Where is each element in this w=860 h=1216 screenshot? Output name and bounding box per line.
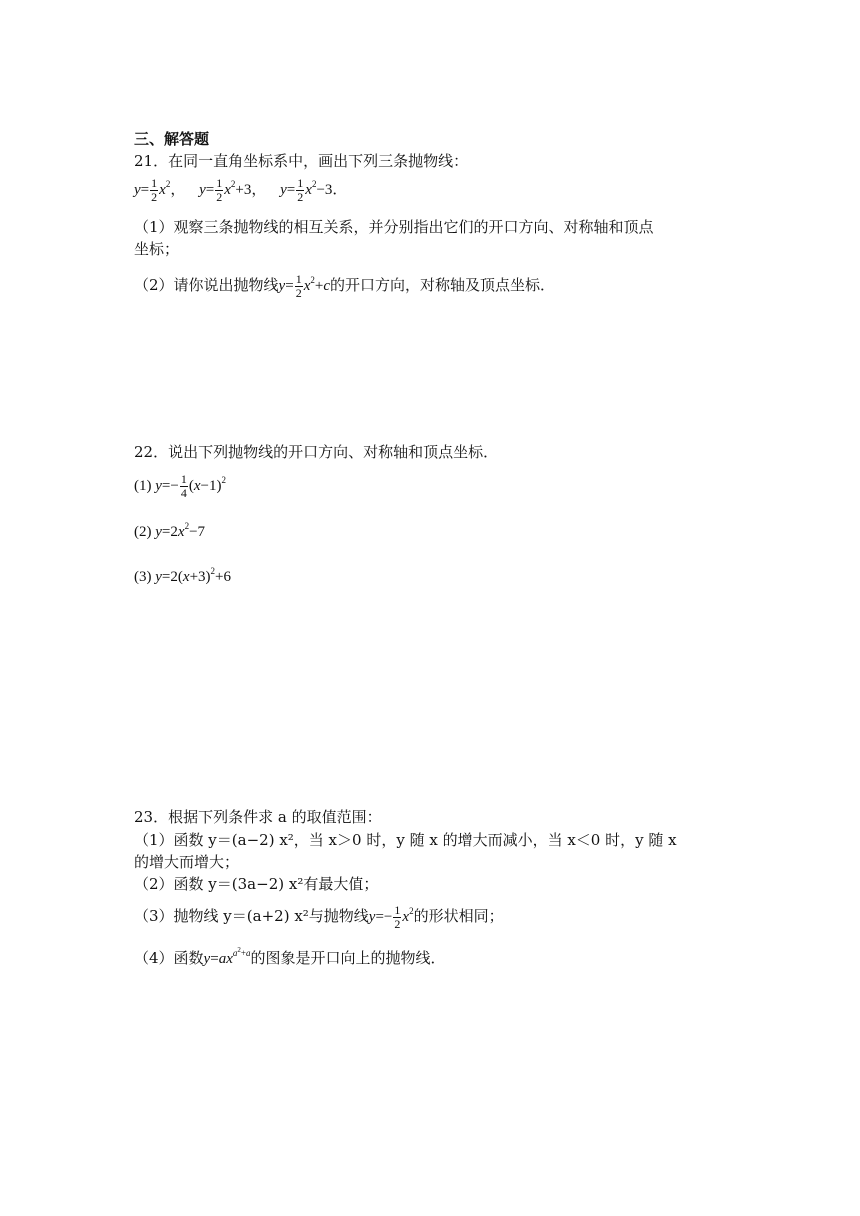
q23-part1-line1: （1）函数 y＝(a−2) x²，当 x＞0 时，y 随 x 的增大而减小，当 x＜0 时，y 随 x <box>134 831 677 849</box>
q21-prompt: 21．在同一直角坐标系中，画出下列三条抛物线： <box>134 152 469 170</box>
q21-part1-line2: 坐标； <box>134 240 180 258</box>
q21-equations: y= $\frac{1}{2}$ $x^2$， y= $\frac{1}{2}$ $x^2+3$， y= $\frac{1}{2}$ $x^2-3$． <box>134 176 348 205</box>
q21-part2 <box>134 270 555 301</box>
q23-part4-formula: $y=ax^{a^2+a}$ <box>203 946 251 967</box>
q21-eq3: y= $\frac{1}{2}$ $x^2-3$ <box>280 176 333 205</box>
q22-item3-label: (3) <box>134 569 152 585</box>
q23-part3-prefix: （3）抛物线 y＝(a+2) x²与抛物线 <box>134 907 369 925</box>
q21-eq1: y= $\frac{1}{2}$ $x^2$ <box>134 176 171 205</box>
q22-item2: (2) $y=2x^2-7$ <box>134 521 206 540</box>
q23-part1-line2: 的增大而增大； <box>134 853 240 871</box>
q23-part4 <box>134 947 445 970</box>
q23-part4-suffix: 的图象是开口向上的抛物线． <box>250 949 446 967</box>
q22-item3: (3) $y=2(x+3)^2+6$ <box>134 566 231 585</box>
q22-item1-label: (1) <box>134 478 152 494</box>
q21-part2-formula: y= $\frac{1}{2}$ $x^2+c$ <box>278 272 330 301</box>
q21-part2-suffix: 的开口方向，对称轴及顶点坐标． <box>330 276 556 294</box>
q22-item2-label: (2) <box>134 524 152 540</box>
q23-part4-prefix: （4）函数 <box>134 949 204 967</box>
section-title: 三、解答题 <box>134 130 210 148</box>
q23-prompt: 23．根据下列条件求 a 的取值范围： <box>134 808 382 826</box>
q23-part3-suffix: 的形状相同； <box>413 907 504 925</box>
q22-prompt: 22．说出下列抛物线的开口方向、对称轴和顶点坐标． <box>134 443 499 461</box>
q23-part2: （2）函数 y＝(3a−2) x²有最大值； <box>134 875 379 893</box>
q21-part1-line1: （1）观察三条抛物线的相互关系，并分别指出它们的开口方向、对称轴和顶点 <box>134 218 654 236</box>
q23-part3 <box>134 901 504 932</box>
q21-part2-prefix: （2）请你说出抛物线 <box>134 276 279 294</box>
q23-part3-formula: y=− $\frac{1}{2}$ $x^2$ <box>368 903 414 932</box>
q22-item1: (1) y=− $\frac{1}{4}$ $(x-1)^2$ <box>134 472 226 501</box>
q21-eq2: y= $\frac{1}{2}$ $x^2+3$ <box>199 176 252 205</box>
